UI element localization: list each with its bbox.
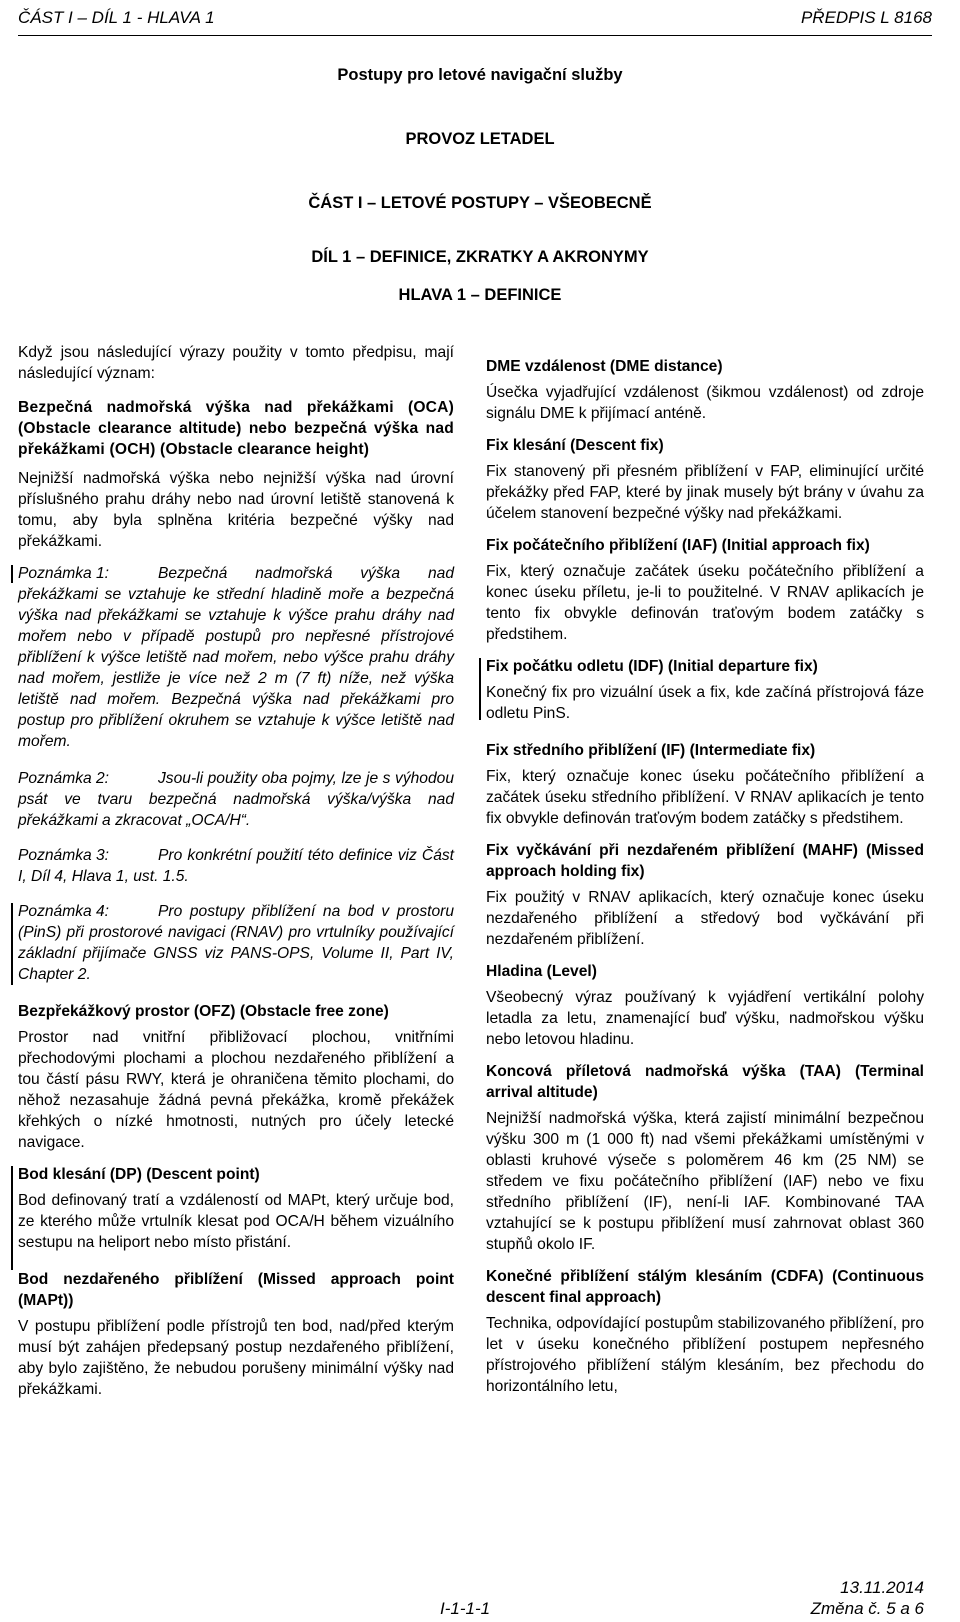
iaf-definition: Fix, který označuje začátek úseku počátečního přiblížení a konec úseku příletu, je-li to použitelné. V RNAV aplikacích je tento fix obvykle definován traťovým bodem zatáčky s předstihem.: [486, 563, 924, 643]
intro-text: Když jsou následující výrazy použity v tomto předpisu, mají následující význam:: [18, 344, 454, 382]
mahf-term: Fix vyčkávání při nezdařeném přiblížení (MAHF) (Missed approach holding fix): [486, 842, 924, 880]
note-4-text: Pro postupy přiblížení na bod v prostoru (PinS) při prostorové navigaci (RNAV) pro vrtulníky používající základní přijímače GNSS viz PANS-OPS, Volume II, Part IV, Chapter 2.: [18, 903, 454, 983]
dme-definition: Úsečka vyjadřující vzdálenost (šikmou vzdálenost) od zdroje signálu DME k přijímací anténě.: [486, 384, 924, 422]
note-1-text: Bezpečná nadmořská výška nad překážkami se vztahuje ke střední hladině moře a bezpečná výška nad překážkami se vztahuje k výšce prahu dráhy nad mořem nebo v případě postupů pro nepřesné přístrojové přiblížení k výšce letiště nad mořem, nebo výšce prahu dráhy nad mořem, jestliže je více než 2 m (7 ft) níže, než výška letiště nad mořem. Bezpečná výška nad překážkami pro postup pro přiblížení okruhem se vztahuje k výšce letiště nad mořem.: [18, 565, 454, 750]
iaf-term: Fix počátečního přiblížení (IAF) (Initial approach fix): [486, 537, 870, 554]
section-title: DÍL 1 – DEFINICE, ZKRATKY A AKRONYMY: [311, 248, 649, 266]
mapt-definition: V postupu přiblížení podle přístrojů ten bod, nad/před kterým musí být zahájen předepsaný postup nezdařeného přiblížení, aby bylo zajištěno, že nebudou porušeny minimální výšky nad překážkami.: [18, 1318, 454, 1398]
part-title: ČÁST I – LETOVÉ POSTUPY – VŠEOBECNĚ: [308, 194, 652, 212]
change-bar: [11, 1166, 13, 1270]
header-left: ČÁST I – DÍL 1 - HLAVA 1: [18, 8, 215, 27]
change-bar: [479, 658, 481, 720]
cdfa-definition: Technika, odpovídající postupům stabilizovaného přiblížení, pro let v úseku konečného přiblížení postupem nepřesného přístrojového přiblížení stálým klesáním, bez přechodu do horizontálního letu,: [486, 1315, 924, 1395]
change-bar: [11, 903, 13, 985]
header-rule: [18, 35, 932, 36]
mapt-term: Bod nezdařeného přiblížení (Missed approach point (MAPt)): [18, 1271, 454, 1309]
note-3: [18, 845, 454, 887]
footer-change: Změna č. 5 a 6: [810, 1599, 924, 1618]
footer-page-number: I-1-1-1: [440, 1599, 491, 1618]
note-2-label: Poznámka 2:: [18, 770, 110, 787]
mahf-definition: Fix použitý v RNAV aplikacích, který označuje konec úseku nezdařeného přiblížení a středový bod vyčkávání při nezdařeném přiblížení.: [486, 889, 924, 948]
oca-definition: Nejnižší nadmořská výška nebo nejnižší výška nad úrovní příslušného prahu dráhy nebo nad úrovní letiště stanovená k tomu, aby byla splněna kritéria bezpečné výšky nad překážkami.: [18, 470, 454, 550]
cdfa-term: Konečné přiblížení stálým klesáním (CDFA) (Continuous descent final approach): [486, 1268, 924, 1306]
note-4: [18, 901, 454, 985]
note-3-label: Poznámka 3:: [18, 847, 110, 864]
idf-entry: [486, 656, 924, 724]
right-column: [486, 356, 924, 1408]
descent-fix-term: Fix klesání (Descent fix): [486, 437, 664, 454]
idf-definition: Konečný fix pro vizuální úsek a fix, kde začíná přístrojová fáze odletu PinS.: [486, 684, 924, 722]
doc-subtitle: PROVOZ LETADEL: [405, 130, 555, 148]
note-2-text: Jsou-li použity oba pojmy, lze je s výhodou psát ve tvaru bezpečná nadmořská výška/výška nad překážkami a zkracovat „OCA/H“.: [18, 770, 454, 829]
oca-term: Bezpečná nadmořská výška nad překážkami (OCA) (Obstacle clearance altitude) nebo bezpečná výška nad překážkami (OCH) (Obstacle clearance height): [18, 399, 454, 458]
chapter-title: HLAVA 1 – DEFINICE: [398, 286, 562, 304]
note-3-text: Pro konkrétní použití této definice viz Část I, Díl 4, Hlava 1, ust. 1.5.: [18, 847, 454, 885]
footer-date: 13.11.2014: [840, 1578, 924, 1597]
left-column: [18, 342, 454, 1411]
note-1: [18, 563, 454, 752]
level-term: Hladina (Level): [486, 963, 597, 980]
taa-definition: Nejnižší nadmořská výška, která zajistí minimální bezpečnou výšku 300 m (1 000 ft) nad všemi překážkami umístěnými v oblasti kruhové výseče s poloměrem 46 km (25 NM) se středem ve fixu počátečního přiblížení (IAF) nebo ve fixu středního přiblížení (IF), není-li IAF. Kombinované TAA vztahující se k postupu přiblížení musí zahrnovat oblast 360 stupňů okolo IF.: [486, 1110, 924, 1253]
doc-title: Postupy pro letové navigační služby: [337, 66, 623, 84]
note-4-label: Poznámka 4:: [18, 903, 110, 920]
taa-term: Koncová příletová nadmořská výška (TAA) (Terminal arrival altitude): [486, 1063, 924, 1101]
level-definition: Všeobecný výraz používaný k vyjádření vertikální polohy letadla za letu, znamenající buď výšku, nadmořskou výšku nebo letovou hladinu.: [486, 989, 924, 1048]
ofz-definition: Prostor nad vnitřní přibližovací plochou, vnitřními přechodovými plochami a plochou nezdařeného přiblížení a tou částí pásu RWY, která je ohraničena těmito plochami, do něhož nezasahuje žádná pevná překážka, kromě překážek křehkých o nízké hmotnosti, nutných pro účely letecké navigace.: [18, 1029, 454, 1151]
note-2: [18, 768, 454, 831]
dp-term: Bod klesání (DP) (Descent point): [18, 1166, 260, 1183]
header-right: PŘEDPIS L 8168: [800, 8, 932, 27]
descent-fix-definition: Fix stanovený při přesném přiblížení v FAP, eliminující určité překážky před FAP, které by jinak musely být brány v úvahu za účelem stanovení bezpečné výšky nad překážkami.: [486, 463, 924, 522]
if-definition: Fix, který označuje konec úseku počátečního přiblížení a začátek úseku středního přiblížení. V RNAV aplikacích je tento fix obvykle definován traťovým bodem zatáčky s předstihem.: [486, 768, 924, 827]
dme-term: DME vzdálenost (DME distance): [486, 358, 723, 375]
note-1-label: Poznámka 1:: [18, 565, 110, 582]
dp-definition: Bod definovaný tratí a vzdáleností od MAPt, který určuje bod, ze kterého může vrtulník klesat pod OCA/H během vizuálního sestupu na heliport nebo místo přistání.: [18, 1192, 454, 1251]
idf-term: Fix počátku odletu (IDF) (Initial departure fix): [486, 658, 818, 675]
ofz-term: Bezpřekážkový prostor (OFZ) (Obstacle free zone): [18, 1003, 389, 1020]
dp-entry: [18, 1164, 454, 1253]
if-term: Fix středního přiblížení (IF) (Intermediate fix): [486, 742, 816, 759]
change-bar: [11, 565, 13, 583]
